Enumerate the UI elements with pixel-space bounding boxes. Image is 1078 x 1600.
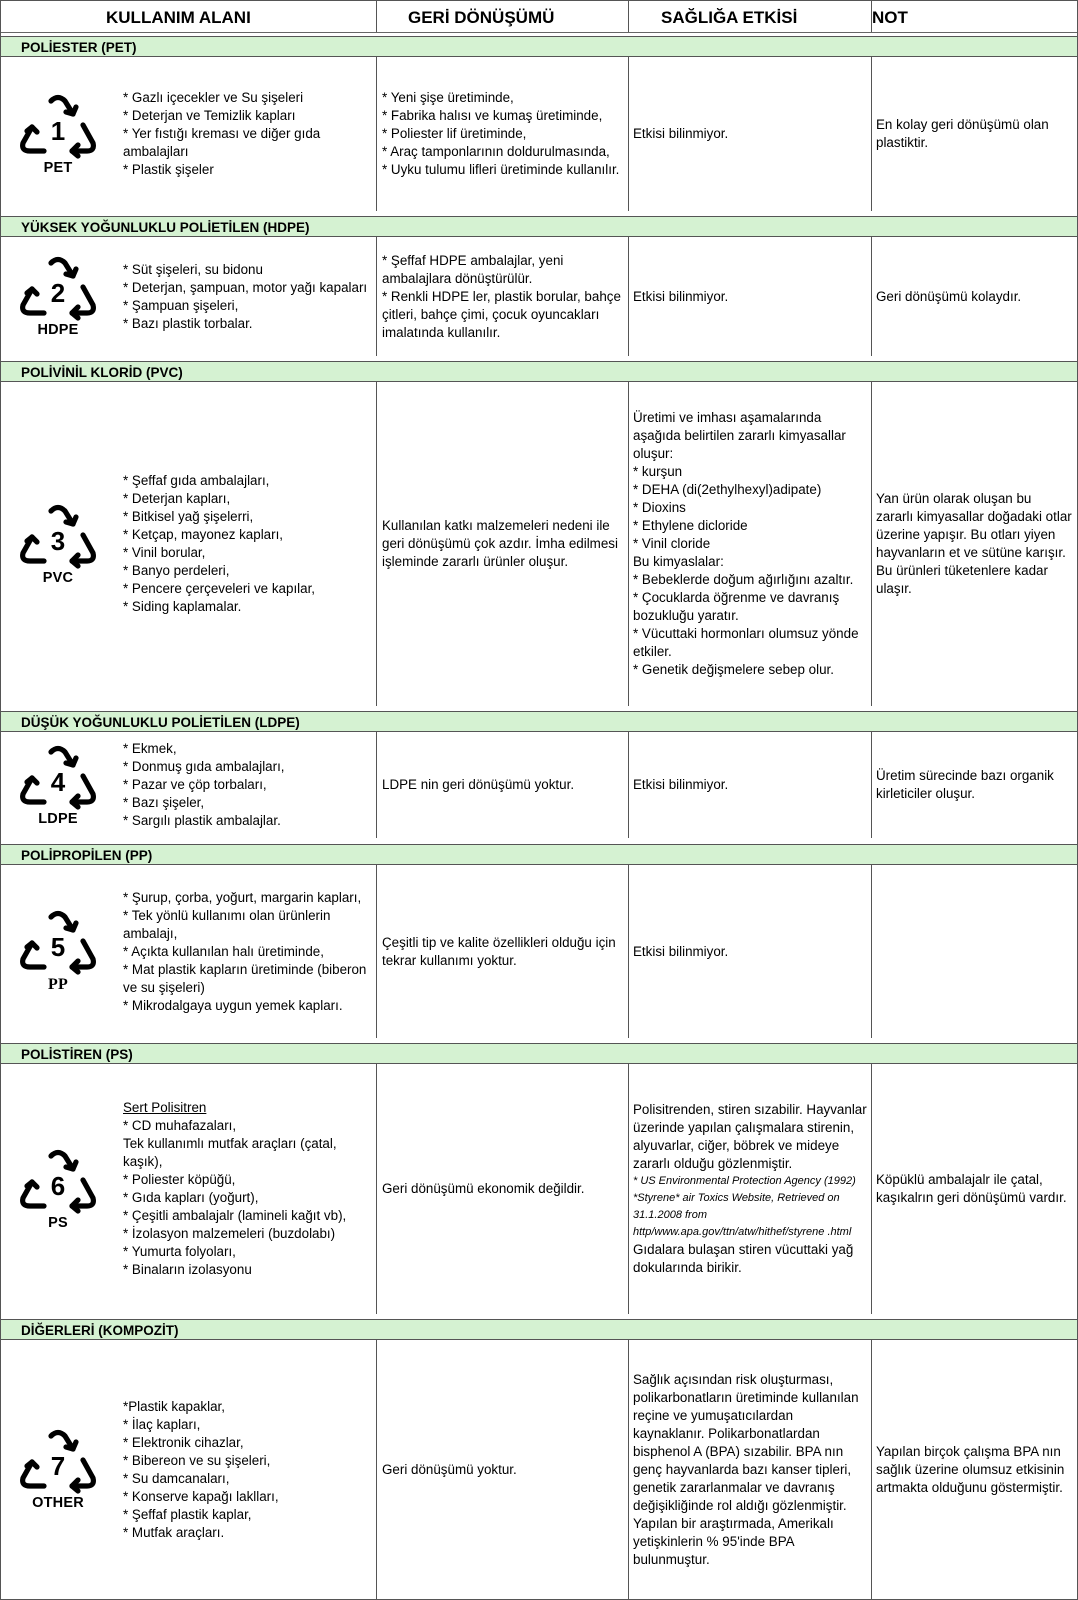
table-row xyxy=(1,865,1077,1038)
svg-text:7: 7 xyxy=(50,1451,66,1481)
table-header xyxy=(1,1,1077,33)
health-cell: Etkisi bilinmiyor. xyxy=(633,943,729,959)
recycle-symbol xyxy=(1,237,115,356)
usage-cell: *Plastik kapaklar, * İlaç kapları, * Elektronik cihazlar, * Bibereon ve su şişeleri, * Su damcanaları, * Konserve kapağı laklları, * Şeffaf plastik kaplar, * Mutfak araçları. xyxy=(123,1398,279,1540)
usage-cell: * Şurup, çorba, yoğurt, margarin kapları, * Tek yönlü kullanımı olan ürünlerin ambalajı, * Açıkta kullanılan halı üretiminde, * Mat plastik kapların üretiminde (biberon ve su şişeleri) * Mikrodalgaya uygun yemek kapları. xyxy=(123,889,367,1013)
health-cell: Üretimi ve imhası aşamalarında aşağıda belirtilen zararlı kimyasallar oluşur: * kurşun * DEHA (di(2ethylhexyl)adipate) * Dioxins * Ethylene dicloride * Vinil cloride Bu kimyaslalar: * Bebeklerde doğum ağırlığını azaltır. * Çocuklarda öğrenme ve davranış bozukluğu yaratır. * Vücuttaki hormonları olumsuz yönde etkiler. * Genetik değişmelere sebep olur. xyxy=(633,410,859,677)
recycle-symbol xyxy=(1,1340,115,1599)
resin-code: OTHER xyxy=(32,1495,84,1511)
usage-cell: * Süt şişeleri, su bidonu * Deterjan, şampuan, motor yağı kapaları * Şampuan şişeleri, * Bazı plastik torbalar. xyxy=(123,261,368,331)
header-note: NOT xyxy=(872,8,908,27)
recycle-triangle-icon xyxy=(17,503,99,569)
recycling-cell: LDPE nin geri dönüşümü yoktur. xyxy=(382,777,575,792)
usage-cell: * Gazlı içecekler ve Su şişeleri * Deterjan ve Temizlik kapları * Yer fıstığı kreması ve diğer gıda ambalajları * Plastik şişeler xyxy=(123,90,321,177)
table-row xyxy=(1,732,1077,838)
recycling-cell: Kullanılan katkı malzemeleri nedeni ile geri dönüşümü çok azdır. İmha edilmesi işleminde zararlı ürünler oluşur. xyxy=(382,518,618,569)
recycle-triangle-icon xyxy=(17,255,99,321)
usage-cell: * Ekmek, * Donmuş gıda ambalajları, * Pazar ve çöp torbaları, * Bazı şişeler, * Sargılı plastik ambalajlar. xyxy=(123,741,285,828)
recycle-symbol xyxy=(1,1064,115,1314)
citation: * US Environmental Protection Agency (1992) *Styrene* air Toxics Website, Retrieved on 31.1.2008 from http/www.apa.gov/ttn/atw/hithef/styrene .html xyxy=(633,1175,856,1238)
header-health: SAĞLIĞA ETKİSİ xyxy=(661,8,798,27)
svg-text:3: 3 xyxy=(50,525,66,556)
section-title: DİĞERLERİ (KOMPOZİT) xyxy=(1,1319,1077,1340)
health-cell: Etkisi bilinmiyor. xyxy=(633,288,729,304)
usage-cell: * Şeffaf gıda ambalajları, * Deterjan kapları, * Bitkisel yağ şişelerri, * Ketçap, mayonez kapları, * Vinil borular, * Banyo perdeleri, * Pencere çerçeveleri ve kapılar, * Siding kaplamalar. xyxy=(123,473,316,614)
table-row xyxy=(1,57,1077,211)
recycle-symbol xyxy=(1,865,115,1038)
table-row xyxy=(1,1340,1077,1599)
recycling-cell: * Yeni şişe üretiminde, * Fabrika halısı ve kumaş üretiminde, * Poliester lif üretiminde, * Araç tamponlarının doldurulmasında, * Uyku tulumu lifleri üretiminde kullanılır. xyxy=(382,90,620,177)
svg-text:2: 2 xyxy=(50,278,66,308)
recycle-symbol xyxy=(1,382,115,706)
resin-code: PP xyxy=(48,976,68,993)
section-title: POLİSTİREN (PS) xyxy=(1,1043,1077,1064)
note-cell: Yan ürün olarak oluşan bu zararlı kimyasallar doğadaki otlar üzerine yapışır. Bu otları yiyen hayvanların et ve sütüne karışır. Bu ürünleri tüketenlere kadar ulaşır. xyxy=(876,491,1072,596)
note-cell: En kolay geri dönüşümü olan plastiktir. xyxy=(876,117,1049,150)
table-row xyxy=(1,1064,1077,1314)
recycling-cell: Geri dönüşümü ekonomik değildir. xyxy=(382,1181,585,1196)
recycle-triangle-icon xyxy=(17,909,99,975)
resin-code: PS xyxy=(48,1214,68,1231)
svg-text:4: 4 xyxy=(50,766,66,797)
recycle-triangle-icon xyxy=(17,744,99,810)
section-title: YÜKSEK YOĞUNLUKLU POLİETİLEN (HDPE) xyxy=(1,216,1077,237)
note-cell: Köpüklü ambalajalr ile çatal, kaşıkalrın geri dönüşümü vardır. xyxy=(876,1172,1067,1205)
recycling-cell: Çeşitli tip ve kalite özellikleri olduğu için tekrar kullanımı yoktur. xyxy=(382,934,616,968)
svg-text:5: 5 xyxy=(50,932,66,962)
section-title: POLİESTER (PET) xyxy=(1,36,1077,57)
note-cell: Geri dönüşümü kolaydır. xyxy=(876,288,1022,304)
recycling-cell: * Şeffaf HDPE ambalajlar, yeni ambalajlara dönüştürülür. * Renkli HDPE ler, plastik borular, bahçe çitleri, bahçe çimi, çocuk oyuncakları imalatında kullanılır. xyxy=(382,252,621,340)
resin-code: PVC xyxy=(42,569,74,586)
recycle-symbol xyxy=(1,57,115,211)
usage-heading: Sert Polisitren xyxy=(123,1100,207,1115)
note-cell: Üretim sürecinde bazı organik kirleticiler oluşur. xyxy=(876,768,1054,801)
note-cell: Yapılan birçok çalışma BPA nın sağlık üzerine olumsuz etkisinin artmakta olduğunu göstermiştir. xyxy=(876,1443,1065,1495)
health-cell: Polisitrenden, stiren sızabilir. Hayvanlar üzerinde yapılan çalışmalara stirenin, alyuvarlar, ciğer, böbrek ve mideye zararlı olduğu gözlenmiştir. * US Environmental Protection Agency (1992) *Styrene* air Toxics Website, Retrieved on 31.1.2008 from http/www.apa.gov/ttn/atw/hithef/styrene .html Gıdalara bulaşan stiren vücuttaki yağ dokularında birikir. xyxy=(633,1102,867,1275)
usage-cell: Sert Polisitren * CD muhafazaları, Tek kullanımlı mutfak araçları (çatal, kaşık), * Poliester köpüğü, * Gıda kapları (yoğurt), * Çeşitli ambalajalr (lamineli kağıt vb), * İzolasyon malzemeleri (buzdolabı) * Yumurta folyoları, * Binaların izolasyonu xyxy=(123,1064,373,1314)
resin-code: LDPE xyxy=(38,810,78,827)
section-title: DÜŞÜK YOĞUNLUKLU POLİETİLEN (LDPE) xyxy=(1,711,1077,732)
recycle-triangle-icon xyxy=(17,93,99,159)
recycle-triangle-icon xyxy=(17,1428,99,1494)
recycle-triangle-icon xyxy=(17,1148,99,1214)
header-recycling: GERİ DÖNÜŞÜMÜ xyxy=(408,8,555,27)
header-usage: KULLANIM ALANI xyxy=(106,8,251,27)
note-cell xyxy=(876,865,1072,1038)
health-cell: Sağlık açısından risk oluşturması, polikarbonatların üretiminde kullanılan reçine ve yumuşatıcılardan kaynaklanır. Polikarbonatlardan bisphenol A (BPA) sızabilir. BPA nın genç hayvanlarda bazı kanser tipleri, genetik zararlanmalar ve davranış değişikliğinde rol aldığı gözlenmiştir. Yapılan bir araştırmada, Amerikalı yetişkinlerin % 95'inde BPA bulunmuştur. xyxy=(633,1371,859,1567)
section-title: POLİPROPİLEN (PP) xyxy=(1,844,1077,865)
recycle-symbol xyxy=(1,732,115,838)
section-title: POLİVİNİL KLORİD (PVC) xyxy=(1,361,1077,382)
resin-code: PET xyxy=(43,159,73,176)
svg-text:1: 1 xyxy=(50,115,66,146)
recycling-cell: Geri dönüşümü yoktur. xyxy=(382,1461,517,1477)
resin-code: HDPE xyxy=(37,322,79,338)
health-cell: Etkisi bilinmiyor. xyxy=(633,126,729,141)
table-row xyxy=(1,382,1077,706)
health-cell: Etkisi bilinmiyor. xyxy=(633,777,729,792)
table-row xyxy=(1,237,1077,356)
svg-text:6: 6 xyxy=(50,1170,66,1201)
